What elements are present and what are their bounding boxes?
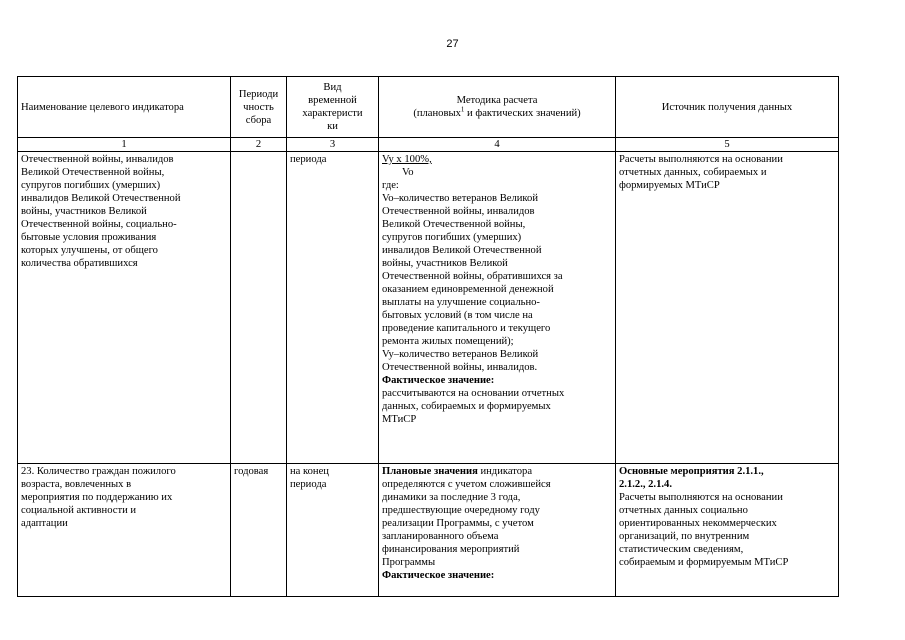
- text-line: супругов погибших (умерших): [21, 180, 161, 191]
- text-line: периода: [290, 479, 327, 490]
- text-line: на конец: [290, 466, 329, 477]
- header-time-type-line: характеристи: [302, 108, 363, 119]
- text-line: выплаты на улучшение социально-: [382, 297, 540, 308]
- text-line: Отечественной войны, социально-: [21, 219, 177, 230]
- text-line: инвалидов Великой Отечественной: [21, 193, 181, 204]
- text-line: инвалидов Великой Отечественной: [382, 245, 542, 256]
- column-number: 3: [287, 138, 379, 152]
- footnote-marker: 1: [460, 105, 465, 114]
- source-heading: Основные мероприятия 2.1.1.,: [619, 466, 764, 477]
- method-cell: [379, 464, 616, 597]
- text-line: Великой Отечественной войны,: [382, 219, 526, 230]
- header-time-type-line: временной: [308, 95, 357, 106]
- text-line: отчетных данных, собираемых и: [619, 167, 767, 178]
- formula-denominator: Vo: [402, 167, 414, 178]
- table-row: [18, 464, 839, 597]
- text-line: МТиСР: [382, 414, 417, 425]
- periodicity-cell: [231, 152, 287, 464]
- header-method-planned: (плановых: [413, 108, 461, 119]
- header-periodicity-line: сбора: [245, 114, 272, 126]
- text-line: динамики за последние 3 года,: [382, 492, 521, 503]
- plan-heading-rest: индикатора: [477, 466, 533, 477]
- text-line: Отечественной войны, инвалидов: [382, 206, 535, 217]
- text-line: ремонта жилых помещений);: [382, 336, 514, 347]
- text-line: предшествующие очередному году: [382, 505, 540, 516]
- text-line: ориентированных некоммерческих: [619, 518, 777, 529]
- page-number: 27: [446, 38, 459, 50]
- header-method: [379, 77, 616, 138]
- column-number-row: [18, 138, 839, 152]
- column-number: 5: [616, 138, 839, 152]
- column-number: 1: [18, 138, 231, 152]
- header-time-type-line: ки: [327, 121, 338, 132]
- text-line: где:: [382, 180, 399, 191]
- text-line: реализации Программы, с учетом: [382, 518, 534, 529]
- header-periodicity: [231, 77, 287, 138]
- fact-heading: Фактическое значение:: [382, 375, 495, 386]
- text-line: финансирования мероприятий: [382, 544, 520, 555]
- method-cell: [379, 152, 616, 464]
- periodicity-cell: годовая: [231, 464, 287, 597]
- table-row: [18, 152, 839, 464]
- header-method-actual: и фактических значений): [464, 108, 581, 119]
- text-line: бытовых условий (в том числе на: [382, 310, 533, 321]
- text-line: войны, участников Великой: [21, 206, 147, 217]
- source-cell: [616, 152, 839, 464]
- text-line: возраста, вовлеченных в: [21, 479, 132, 490]
- text-line: Великой Отечественной войны,: [21, 167, 165, 178]
- text-line: адаптации: [21, 518, 68, 529]
- text-line: Vy–количество ветеранов Великой: [382, 349, 539, 360]
- text-line: запланированного объема: [382, 531, 499, 542]
- text-line: рассчитываются на основании отчетных: [382, 388, 565, 399]
- text-line: Отечественной войны, инвалидов.: [382, 362, 538, 373]
- indicator-name-cell: [18, 152, 231, 464]
- text-line: собираемым и формируемым МТиСР: [619, 557, 789, 568]
- text-line: формируемых МТиСР: [619, 180, 720, 191]
- text-line: Расчеты выполняются на основании: [619, 154, 783, 165]
- time-type-cell: [287, 464, 379, 597]
- text-line: проведение капитального и текущего: [382, 323, 551, 334]
- plan-heading: Плановые значения: [382, 466, 478, 477]
- text-line: Программы: [382, 557, 436, 568]
- text-line: определяются с учетом сложившейся: [382, 479, 551, 490]
- header-time-type: [287, 77, 379, 138]
- text-line: периода: [290, 154, 327, 165]
- source-heading: 2.1.2., 2.1.4.: [619, 479, 672, 490]
- text-line: которых улучшены, от общего: [21, 245, 158, 256]
- source-cell: [616, 464, 839, 597]
- text-line: данных, собираемых и формируемых: [382, 401, 551, 412]
- header-source: Источник получения данных: [616, 77, 839, 138]
- text-line: бытовые условия проживания: [21, 232, 157, 243]
- time-type-cell: [287, 152, 379, 464]
- indicator-name-cell: [18, 464, 231, 597]
- text-line: войны, участников Великой: [382, 258, 508, 269]
- fact-heading: Фактическое значение:: [382, 570, 495, 581]
- column-number: 4: [379, 138, 616, 152]
- text-line: 23. Количество граждан пожилого: [21, 466, 176, 477]
- text-line: [382, 465, 612, 478]
- text-line: Vo–количество ветеранов Великой: [382, 193, 538, 204]
- text-line: Отечественной войны, инвалидов: [21, 154, 174, 165]
- header-periodicity-line: чность: [243, 101, 274, 113]
- text-line: оказанием единовременной денежной: [382, 284, 554, 295]
- text-line: Отечественной войны, обратившихся за: [382, 271, 563, 282]
- text-line: статистическим сведениям,: [619, 544, 744, 555]
- text-line: социальной активности и: [21, 505, 137, 516]
- header-indicator-name: Наименование целевого индикатора: [18, 77, 231, 138]
- header-method-line: Методика расчета: [456, 95, 538, 106]
- text-line: супругов погибших (умерших): [382, 232, 522, 243]
- text-line: мероприятия по поддержанию их: [21, 492, 173, 503]
- column-number: 2: [231, 138, 287, 152]
- text-line: отчетных данных социально: [619, 505, 748, 516]
- header-time-type-line: Вид: [323, 82, 342, 93]
- indicator-table: [17, 76, 839, 597]
- text-line: Расчеты выполняются на основании: [619, 492, 783, 503]
- header-method-line: [382, 107, 612, 120]
- formula-numerator: Vy х 100%,: [382, 154, 432, 165]
- text-line: количества обратившихся: [21, 258, 138, 269]
- text-line: организаций, по внутренним: [619, 531, 750, 542]
- header-row: [18, 77, 839, 138]
- header-periodicity-line: Периоди: [238, 88, 279, 100]
